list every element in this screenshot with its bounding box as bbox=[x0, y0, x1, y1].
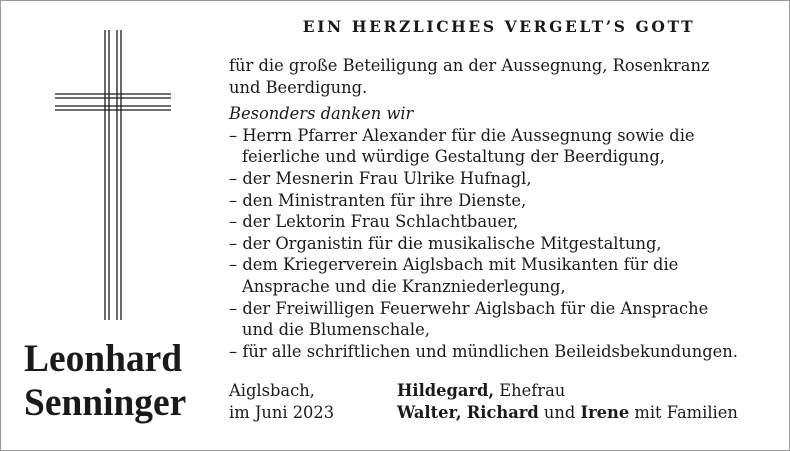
mourner-relation: mit Familien bbox=[629, 402, 738, 422]
mourners: Hildegard, Ehefrau Walter, Richard und Irene mit Familien bbox=[397, 381, 738, 422]
thanks-item: – der Mesnerin Frau Ulrike Hufnagl, bbox=[229, 168, 532, 188]
thanks-item: – dem Kriegerverein Aiglsbach mit Musikanten für die Ansprache und die Kranzniederlegung, bbox=[229, 255, 679, 296]
mourner-relation: Ehefrau bbox=[494, 381, 566, 400]
date: im Juni 2023 bbox=[229, 402, 335, 422]
thanks-item: – der Freiwilligen Feuerwehr Aiglsbach für die Ansprache und die Blumenschale, bbox=[229, 298, 709, 340]
deceased-name bbox=[24, 337, 186, 425]
thanks-list bbox=[229, 125, 774, 363]
deceased-last-name: Senninger bbox=[24, 381, 187, 424]
thanks-item: – für alle schriftlichen und mündlichen Beileidsbekundungen. bbox=[229, 341, 738, 361]
mourner-name: Hildegard bbox=[397, 381, 489, 400]
place: Aiglsbach, bbox=[229, 381, 315, 400]
mourner-name: Richard bbox=[466, 402, 539, 422]
place-date bbox=[229, 380, 334, 423]
thanks-item: – der Organistin für die musikalische Mitgestaltung, bbox=[229, 233, 662, 253]
notice-heading: EIN HERZLICHES VERGELT’S GOTT bbox=[302, 17, 696, 36]
special-thanks-label: Besonders danken wir bbox=[229, 104, 414, 124]
intro-paragraph bbox=[229, 55, 774, 98]
thanks-item: – der Lektorin Frau Schlachtbauer, bbox=[229, 212, 519, 232]
mourner-name: Irene bbox=[580, 402, 630, 422]
thanks-item: – Herrn Pfarrer Alexander für die Aussegnung sowie die feierliche und würdige Gestaltung der Beerdigung, bbox=[229, 125, 695, 167]
intro-line: und Beerdigung. bbox=[229, 77, 368, 97]
deceased-first-name: Leonhard bbox=[24, 337, 183, 380]
cross-icon bbox=[55, 30, 175, 320]
thanks-item: – den Ministranten für ihre Dienste, bbox=[229, 190, 527, 210]
mourner-name: Walter bbox=[397, 402, 456, 422]
intro-line: für die große Beteiligung an der Aussegnung, Rosenkranz bbox=[229, 56, 710, 75]
thanks-text bbox=[229, 55, 774, 362]
